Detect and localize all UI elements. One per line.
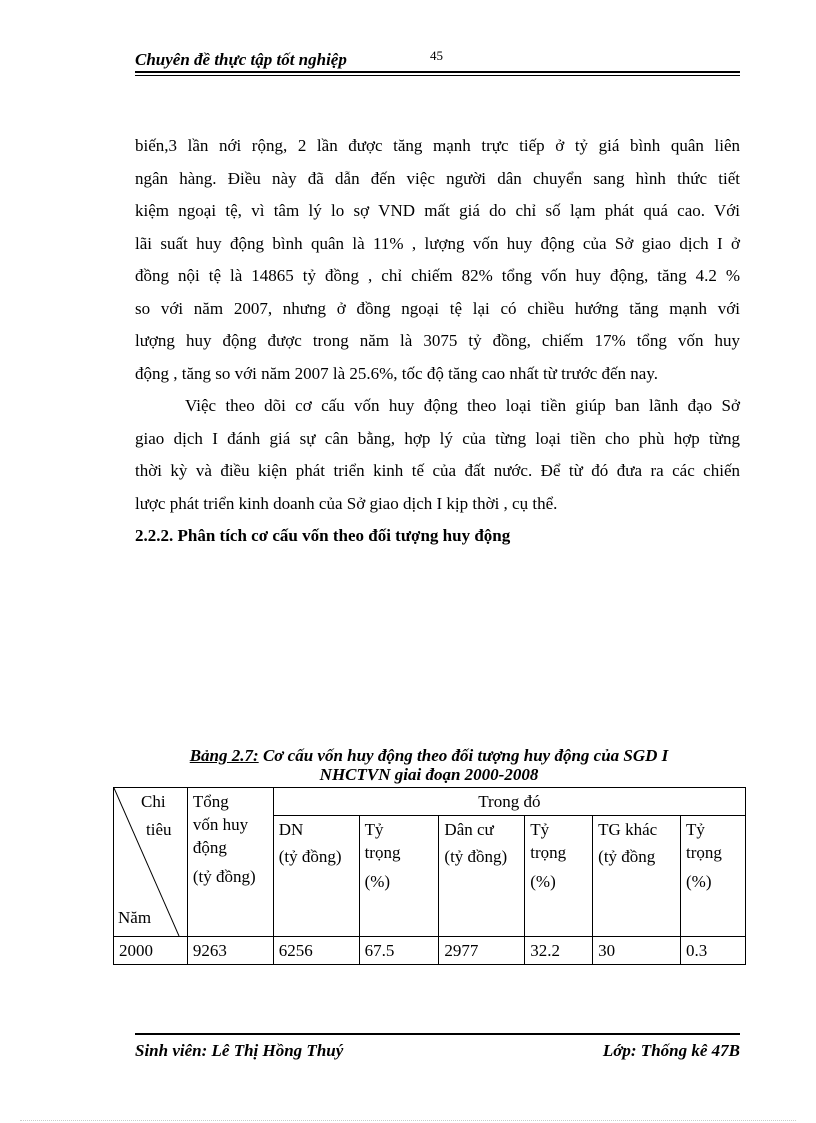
sub-header-cell (439, 816, 525, 937)
sub-header-cell (593, 816, 681, 937)
footer-rule (135, 1033, 740, 1035)
corner-header-cell (114, 788, 188, 937)
sub-header-cell (359, 816, 439, 937)
text-line: lượng huy động được trong năm là 3075 tỷ đồng, chiếm 17% tổng vốn huy (135, 331, 740, 350)
table-cell: 67.5 (359, 937, 439, 965)
text-line: ngân hàng. Điều này đã dẫn đến việc người dân chuyển sang hình thức tiết (135, 168, 740, 188)
header-text: Tỷ (530, 820, 550, 840)
text-line: giao dịch I đánh giá sự cân bằng, hợp lý của từng loại tiền cho phù hợp từng (135, 428, 740, 448)
table-cell: 32.2 (525, 937, 593, 965)
sub-header-cell (681, 816, 746, 937)
text-line: động , tăng so với năm 2007 là 25.6%, tốc độ tăng cao nhất từ trước đến nay. (135, 363, 658, 383)
header-text: vốn huy (192, 815, 249, 834)
text-line: lược phát triển kinh doanh của Sở giao dịch I kịp thời , cụ thể. (135, 493, 558, 513)
corner-label-bottom: Năm (118, 908, 152, 927)
header-title: Chuyên đề thực tập tốt nghiệp (135, 50, 347, 69)
table-cell: 2000 (114, 937, 188, 965)
total-header-cell (187, 788, 273, 937)
table-cell: 9263 (187, 937, 273, 965)
header-text: (%) (364, 872, 391, 892)
header-text: Dân cư (444, 820, 494, 840)
page-number: 45 (430, 48, 443, 63)
paragraph-2 (135, 390, 740, 520)
text-line: đồng nội tệ là 14865 tỷ đồng , chỉ chiếm 82% tổng vốn huy động, tăng 4.2 % (135, 266, 740, 285)
data-table (113, 787, 746, 965)
group-header-cell: Trong đó (273, 788, 745, 816)
table-cell: 30 (593, 937, 681, 965)
text-line: Việc theo dõi cơ cấu vốn huy động theo loại tiền giúp ban lãnh đạo Sở (185, 396, 740, 415)
body-text (135, 130, 740, 553)
corner-label-mid: tiêu (146, 820, 172, 839)
footer-student: Sinh viên: Lê Thị Hồng Thuý (135, 1041, 344, 1060)
table-caption (115, 746, 743, 784)
header-text: Tỷ (364, 820, 384, 840)
paragraph-1 (135, 130, 740, 390)
footer-class: Lớp: Thống kê 47B (602, 1041, 740, 1060)
sub-header-cell (273, 816, 359, 937)
text-line: lãi suất huy động bình quân là 11% , lượng vốn huy động của Sở giao dịch I ở (135, 233, 740, 253)
header-rule (135, 71, 740, 73)
text-line: biến,3 lần nới rộng, 2 lần được tăng mạnh trực tiếp ở tỷ giá bình quân liên (135, 136, 740, 155)
page-header (135, 48, 740, 72)
page-edge-divider (20, 1120, 796, 1121)
sub-header-cell (525, 816, 593, 937)
header-rule-thin (135, 75, 740, 76)
header-text: (%) (530, 872, 556, 892)
header-text: (tỷ đồng (598, 847, 656, 867)
text-line: so với năm 2007, nhưng ở đồng ngoại tệ lại có chiều hướng tăng mạnh với (135, 298, 740, 318)
table-row (114, 937, 746, 965)
section-heading: 2.2.2. Phân tích cơ cấu vốn theo đối tượng huy động (135, 526, 511, 545)
table-cell: 6256 (273, 937, 359, 965)
corner-label-top: Chi (141, 792, 166, 811)
header-text: động (192, 838, 227, 857)
header-text: Tỷ (686, 820, 705, 840)
header-text: TG khác (598, 820, 658, 840)
caption-label: Bảng 2.7: (189, 746, 259, 765)
header-text: trọng (530, 843, 567, 863)
table-cell: 0.3 (681, 937, 746, 965)
text-line: thời kỳ và điều kiện phát triển kinh tế của đất nước. Để từ đó đưa ra các chiến (135, 461, 740, 480)
header-text: Tổng (192, 792, 229, 811)
header-text: trọng (364, 843, 401, 863)
header-text: (%) (686, 872, 712, 892)
text-line: kiệm ngoại tệ, vì tâm lý lo sợ VND mất giá do chỉ số lạm phát quá cao. Với (135, 201, 740, 220)
caption-text: Cơ cấu vốn huy động theo đối tượng huy động của SGD I (258, 746, 669, 765)
header-text: (tỷ đồng) (278, 847, 342, 867)
caption-text-2: NHCTVN giai đoạn 2000-2008 (319, 765, 539, 784)
header-text: trọng (686, 843, 722, 863)
table-cell: 2977 (439, 937, 525, 965)
header-text: (tỷ đồng) (444, 847, 508, 867)
header-text: DN (278, 820, 304, 840)
header-text: (tỷ đồng) (192, 867, 256, 886)
